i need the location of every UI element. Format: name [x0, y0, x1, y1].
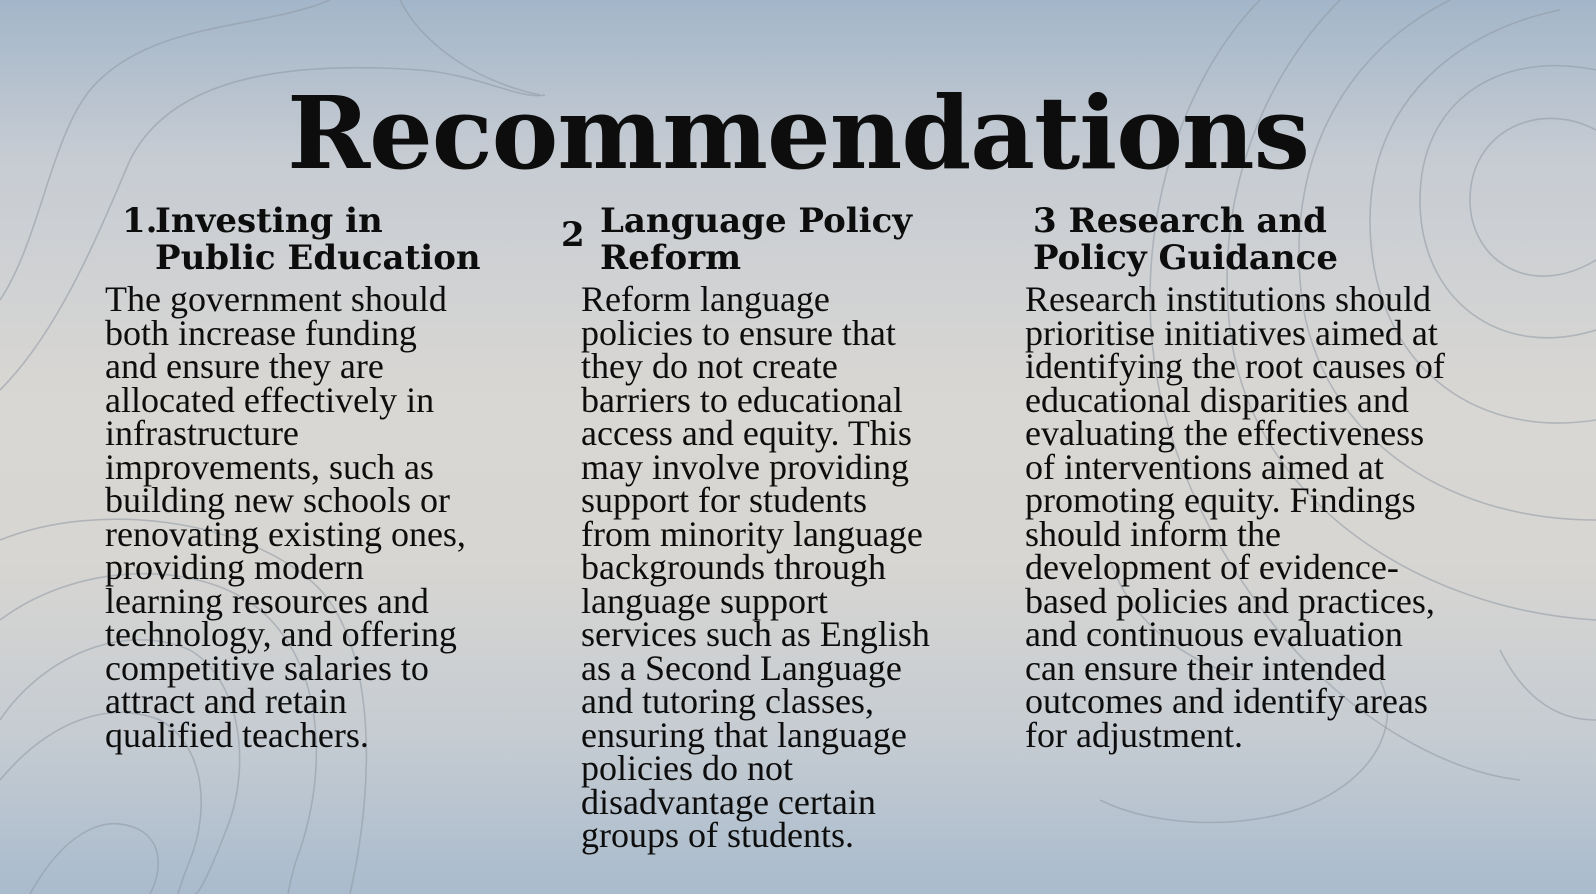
body-line: promoting equity. Findings: [1025, 480, 1416, 520]
column-2-heading-line-1: Language Policy: [600, 201, 913, 241]
column-3-body: [1025, 279, 1445, 755]
body-line: both increase funding: [105, 312, 417, 353]
body-line: policies to ensure that: [581, 312, 896, 353]
body-line: of interventions aimed at: [1025, 446, 1384, 487]
column-3-heading-line-1: [1033, 203, 1445, 240]
column-1-heading-line-2: Public Education: [155, 238, 481, 278]
body-line: and tutoring classes,: [581, 681, 874, 721]
body-line: competitive salaries to: [105, 647, 429, 688]
column-2-body: [581, 279, 930, 855]
body-line: can ensure their intended: [1025, 647, 1386, 688]
body-line: language support: [581, 580, 828, 621]
column-3-heading: [1033, 203, 1445, 277]
column-1-heading: [105, 203, 481, 277]
recommendation-column-1: [105, 201, 481, 755]
body-line: technology, and offering: [105, 614, 457, 654]
body-line: policies do not: [581, 748, 793, 788]
body-line: services such as English: [581, 614, 930, 654]
body-line: barriers to educational: [581, 379, 903, 420]
column-3-number: 3: [1033, 201, 1057, 241]
column-1-number: 1.: [122, 201, 158, 241]
column-2-number: 2: [561, 215, 585, 255]
body-line: educational disparities and: [1025, 379, 1409, 420]
body-line: improvements, such as: [105, 446, 434, 487]
body-line: Reform language: [581, 279, 830, 319]
column-3-heading-line-2: Policy Guidance: [1033, 238, 1338, 278]
body-line: Research institutions should: [1025, 279, 1431, 319]
body-line: building new schools or: [105, 480, 450, 520]
column-1-heading-line-1: Investing in: [155, 201, 383, 241]
body-line: learning resources and: [105, 580, 429, 621]
body-line: support for students: [581, 480, 867, 520]
body-line: should inform the: [1025, 513, 1281, 554]
body-line: may involve providing: [581, 446, 909, 487]
body-line: attract and retain: [105, 681, 347, 721]
column-1-body: [105, 279, 481, 755]
body-line: The government should: [105, 279, 447, 319]
recommendation-column-2: [561, 201, 930, 855]
body-line: qualified teachers.: [105, 714, 369, 755]
body-line: infrastructure: [105, 413, 299, 453]
body-line: they do not create: [581, 346, 838, 386]
body-line: and ensure they are: [105, 346, 384, 386]
body-line: backgrounds through: [581, 547, 886, 587]
body-line: development of evidence-: [1025, 547, 1399, 587]
body-line: and continuous evaluation: [1025, 614, 1403, 654]
column-3-heading-line-1-text: Research and: [1068, 201, 1327, 241]
body-line: disadvantage certain: [581, 781, 876, 822]
body-line: ensuring that language: [581, 714, 907, 755]
body-line: from minority language: [581, 513, 923, 554]
body-line: allocated effectively in: [105, 379, 435, 420]
body-line: as a Second Language: [581, 647, 902, 688]
body-line: prioritise initiatives aimed at: [1025, 312, 1438, 353]
body-line: access and equity. This: [581, 413, 912, 453]
slide-title: Recommendations: [287, 74, 1309, 192]
column-2-heading: [561, 201, 930, 278]
body-line: outcomes and identify areas: [1025, 681, 1428, 721]
body-line: renovating existing ones,: [105, 513, 466, 554]
column-2-heading-line-2: Reform: [600, 238, 742, 278]
body-line: identifying the root causes of: [1025, 346, 1445, 386]
body-line: for adjustment.: [1025, 714, 1243, 755]
body-line: groups of students.: [581, 815, 854, 855]
body-line: based policies and practices,: [1025, 580, 1435, 621]
body-line: providing modern: [105, 547, 364, 587]
body-line: evaluating the effectiveness: [1025, 413, 1425, 453]
recommendation-column-3: [1025, 201, 1445, 755]
